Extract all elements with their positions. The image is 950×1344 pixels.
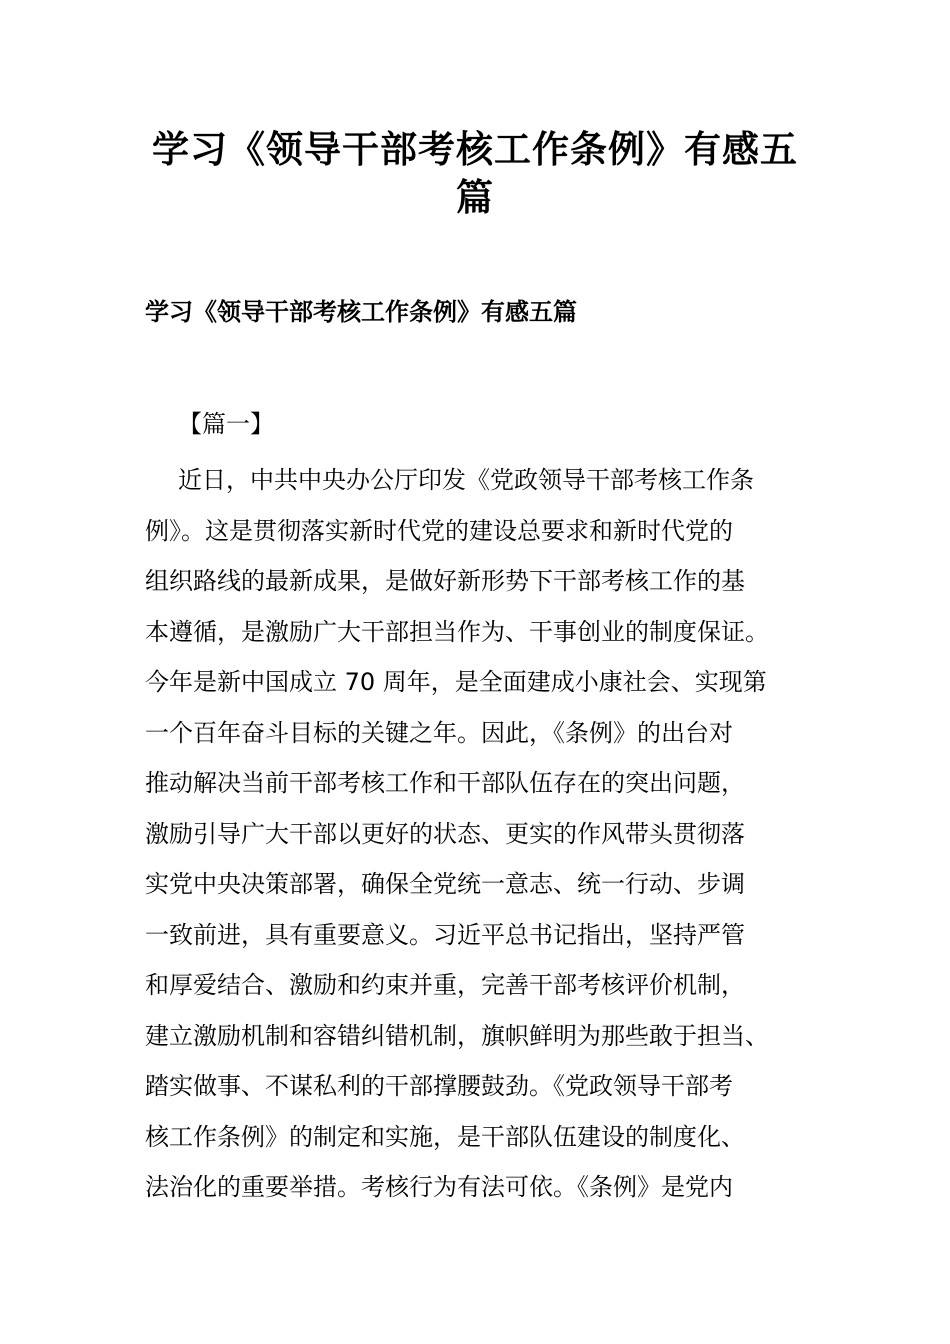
body-line: 例》。这是贯彻落实新时代党的建设总要求和新时代党的 <box>145 516 733 545</box>
document-title <box>140 126 810 222</box>
body-line: 激励引导广大干部以更好的状态、更实的作风带头贯彻落 <box>145 819 745 848</box>
body-line: 本遵循，是激励广大干部担当作为、干事创业的制度保证。 <box>145 617 769 646</box>
body-line: 近日，中共中央办公厅印发《党政领导干部考核工作条 <box>178 466 754 494</box>
document-subtitle: 学习《领导干部考核工作条例》有感五篇 <box>145 298 577 326</box>
body-line: 一致前进，具有重要意义。习近平总书记指出，坚持严管 <box>145 920 745 949</box>
document-title-line-2: 篇 <box>456 176 494 219</box>
body-line: 实党中央决策部署，确保全党统一意志、统一行动、步调 <box>145 870 745 898</box>
body-line: 核工作条例》的制定和实施，是干部队伍建设的制度化、 <box>145 1122 745 1151</box>
body-line: 踏实做事、不谋私利的干部撑腰鼓劲。《党政领导干部考 <box>145 1072 733 1100</box>
body-line: 和厚爱结合、激励和约束并重，完善干部考核评价机制， <box>145 971 745 999</box>
document-title-line-1: 学习《领导干部考核工作条例》有感五 <box>152 128 798 171</box>
body-line: 今年是新中国成立 70 周年，是全面建成小康社会、实现第 <box>145 668 767 696</box>
body-line: 推动解决当前干部考核工作和干部队伍存在的突出问题， <box>145 769 745 797</box>
body-line: 法治化的重要举措。考核行为有法可依。《条例》是党内 <box>145 1173 733 1201</box>
body-line: 一个百年奋斗目标的关键之年。因此，《条例》的出台对 <box>145 718 733 747</box>
body-line: 建立激励机制和容错纠错机制，旗帜鲜明为那些敢于担当、 <box>145 1021 769 1050</box>
section-label: 【篇一】 <box>178 410 274 438</box>
body-line: 组织路线的最新成果，是做好新形势下干部考核工作的基 <box>145 567 745 595</box>
body-text <box>145 460 815 1218</box>
